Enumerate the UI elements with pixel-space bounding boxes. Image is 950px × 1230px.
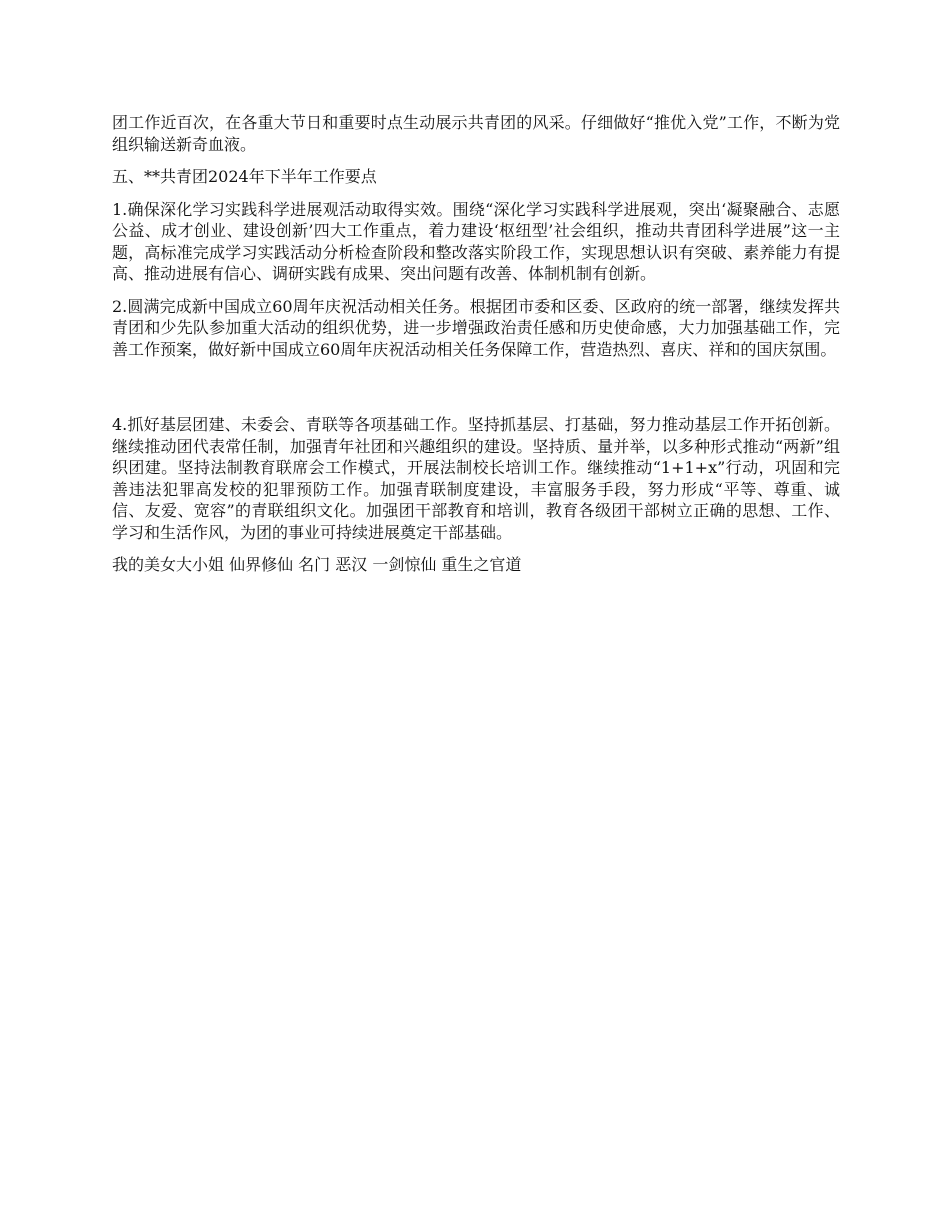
work-point-2: 2.圆满完成新中国成立60周年庆祝活动相关任务。根据团市委和区委、区政府的统一部署，继续发挥共青团和少先队参加重大活动的组织优势，进一步增强政治责任感和历史使命感，大力加强基础工作，完善工作预案，做好新中国成立60周年庆祝活动相关任务保障工作，营造热烈、喜庆、祥和的国庆氛围。 (112, 296, 840, 359)
intro-paragraph: 团工作近百次，在各重大节日和重要时点生动展示共青团的风采。仔细做好“推优入党”工作，不断为党组织输送新奇血液。 (112, 113, 840, 154)
section-heading: 五、**共青团2024年下半年工作要点 (112, 167, 377, 186)
document-page (112, 112, 840, 587)
work-point-1: 1.确保深化学习实践科学进展观活动取得实效。围绕“深化学习实践科学进展观，突出‘凝聚融合、志愿公益、成才创业、建设创新’四大工作重点，着力建设‘枢纽型’社会组织，推动共青团科学进展”这一主题，高标准完成学习实践活动分析检查阶段和整改落实阶段工作，实现思想认识有突破、素养能力有提高、推动进展有信心、调研实践有成果、突出问题有改善、体制机制有创新。 (112, 199, 840, 283)
work-point-4: 4.抓好基层团建、未委会、青联等各项基础工作。坚持抓基层、打基础，努力推动基层工作开拓创新。继续推动团代表常任制，加强青年社团和兴趣组织的建设。坚持质、量并举，以多种形式推动“两新”组织团建。坚持法制教育联席会工作模式，开展法制校长培训工作。继续推动“1+1+x”行动，巩固和完善违法犯罪高发校的犯罪预防工作。加强青联制度建设，丰富服务手段，努力形成“平等、尊重、诚信、友爱、宽容”的青联组织文化。加强团干部教育和培训，教育各级团干部树立正确的思想、工作、学习和生活作风，为团的事业可持续进展奠定干部基础。 (112, 415, 840, 542)
footer-links: 我的美女大小姐 仙界修仙 名门 恶汉 一剑惊仙 重生之官道 (112, 555, 522, 574)
